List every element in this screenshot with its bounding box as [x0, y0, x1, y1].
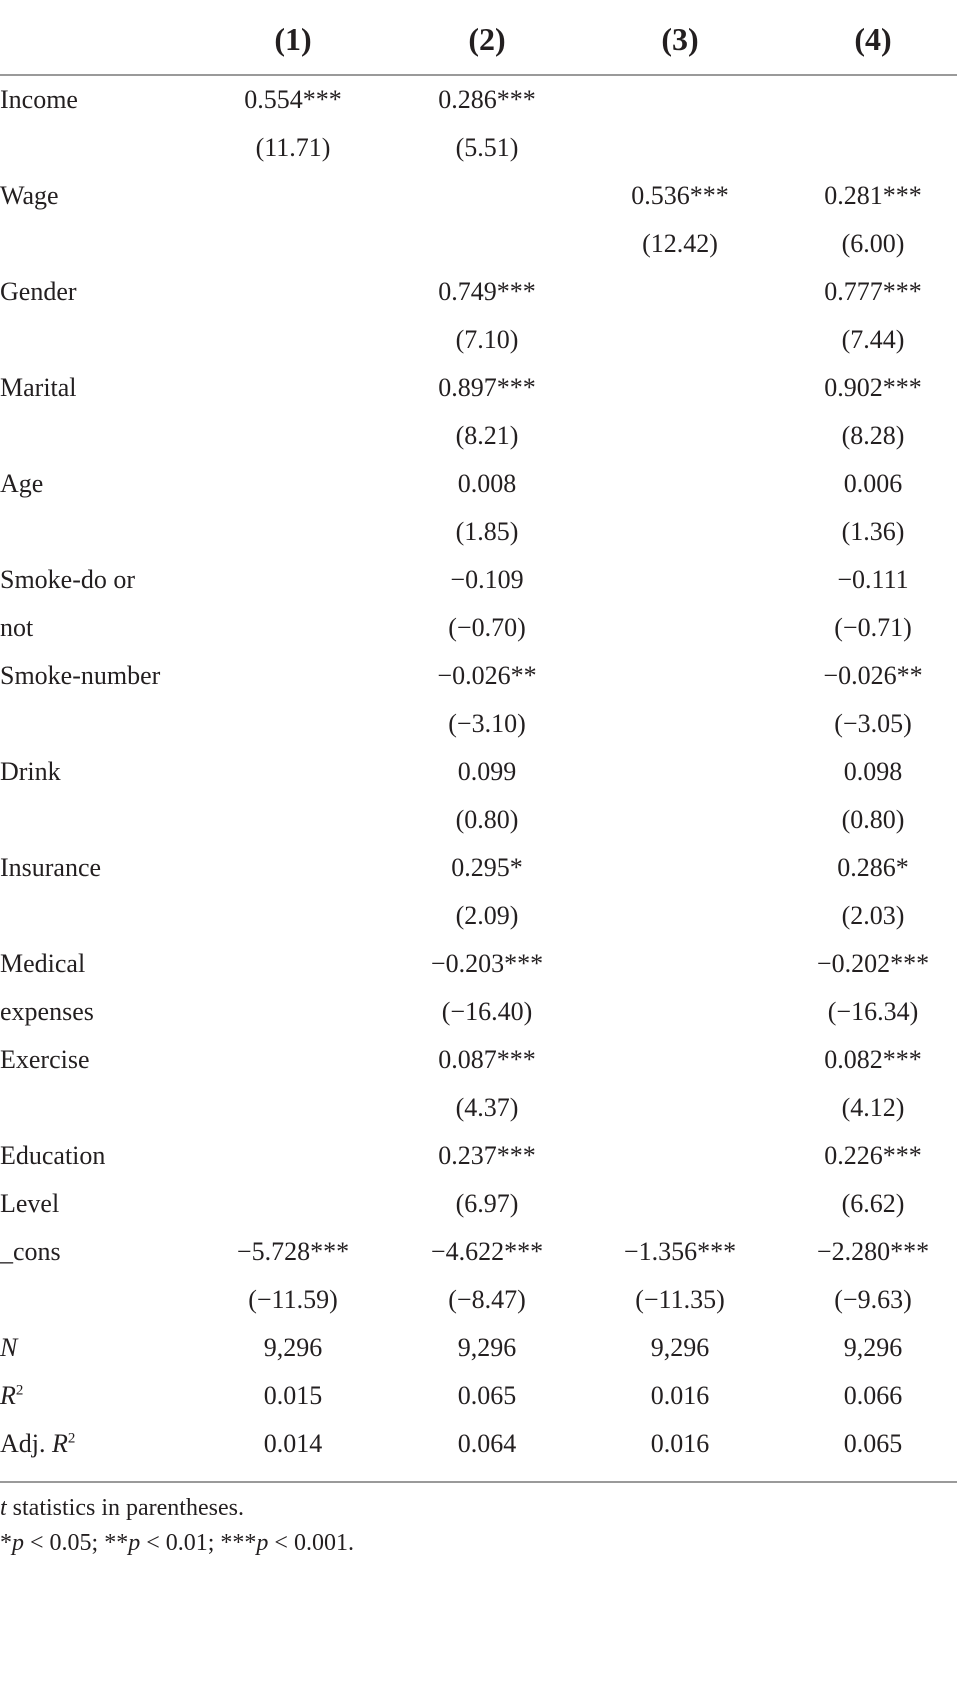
- table-row: [0, 1130, 957, 1182]
- cell-col-4: (−0.71): [834, 613, 912, 642]
- cell-col-4: −0.202***: [816, 949, 930, 978]
- stat-cell-col-1: 0.015: [263, 1381, 323, 1410]
- table-row: [0, 986, 957, 1038]
- cell-col-4: 0.286*: [837, 853, 909, 882]
- cell-col-3: −1.356***: [623, 1237, 737, 1266]
- row-label: Smoke-number: [0, 661, 161, 690]
- cell-col-2: 0.008: [457, 469, 517, 498]
- stat-cell-col-3: 0.016: [650, 1429, 710, 1458]
- cell-col-4: (7.44): [841, 325, 905, 354]
- cell-col-2: (1.85): [455, 517, 519, 546]
- stat-cell-col-1: 9,296: [263, 1333, 323, 1362]
- bottom-rule: [0, 1481, 957, 1483]
- stat-label-symbol: R: [52, 1429, 68, 1458]
- cell-col-4: 0.902***: [824, 373, 922, 402]
- row-label: Gender: [0, 277, 77, 306]
- stat-row: [0, 1322, 957, 1374]
- cell-col-4: (−16.34): [827, 997, 919, 1026]
- row-label: _cons: [0, 1237, 61, 1266]
- cell-col-4: (1.36): [841, 517, 905, 546]
- cell-col-4: 0.098: [843, 757, 903, 786]
- table-row: [0, 746, 957, 798]
- cell-col-3: (12.42): [642, 229, 718, 258]
- cell-col-4: (−9.63): [834, 1285, 912, 1314]
- row-label: Insurance: [0, 853, 102, 882]
- stat-cell-col-4: 9,296: [843, 1333, 903, 1362]
- table-note-2: [0, 1527, 354, 1559]
- stat-cell-col-2: 0.064: [457, 1429, 517, 1458]
- cell-col-1: (11.71): [255, 133, 331, 162]
- note-p-3: p: [256, 1530, 269, 1556]
- cell-col-2: (8.21): [455, 421, 519, 450]
- row-label: Smoke-do or: [0, 565, 136, 594]
- table-row: [0, 938, 957, 990]
- note-1-text: statistics in parentheses.: [6, 1495, 244, 1521]
- cell-col-3: (−11.35): [635, 1285, 725, 1314]
- table-row: [0, 266, 957, 318]
- cell-col-2: (−8.47): [448, 1285, 526, 1314]
- stat-label-superscript: 2: [67, 1430, 76, 1447]
- table-header-row: [0, 13, 957, 65]
- row-label: Medical: [0, 949, 86, 978]
- table-row: [0, 602, 957, 654]
- cell-col-2: −4.622***: [430, 1237, 544, 1266]
- note-p-1: p: [12, 1530, 24, 1556]
- table-row: [0, 1226, 957, 1278]
- header-col-1: (1): [274, 21, 312, 57]
- cell-col-2: 0.897***: [438, 373, 536, 402]
- cell-col-2: (5.51): [455, 133, 519, 162]
- row-label: Exercise: [0, 1045, 90, 1074]
- cell-col-2: (6.97): [455, 1189, 519, 1218]
- cell-col-2: (2.09): [455, 901, 519, 930]
- stat-label-symbol: N: [0, 1333, 18, 1362]
- stat-cell-col-1: 0.014: [263, 1429, 323, 1458]
- row-label: Wage: [0, 181, 59, 210]
- cell-col-4: (0.80): [841, 805, 905, 834]
- stat-row: [0, 1370, 957, 1422]
- note-threshold-3: < 0.001.: [268, 1530, 354, 1556]
- table-row: [0, 698, 957, 750]
- note-threshold-1: < 0.05; **: [24, 1530, 129, 1556]
- cell-col-4: (4.12): [841, 1093, 905, 1122]
- table-row: [0, 842, 957, 894]
- note-threshold-2: < 0.01; ***: [140, 1530, 257, 1556]
- cell-col-4: 0.226***: [824, 1141, 922, 1170]
- cell-col-1: −5.728***: [236, 1237, 350, 1266]
- cell-col-4: −0.026**: [823, 661, 923, 690]
- row-label: Age: [0, 469, 44, 498]
- cell-col-2: (−0.70): [448, 613, 526, 642]
- note-star-1: *: [0, 1530, 12, 1556]
- cell-col-2: (7.10): [455, 325, 519, 354]
- cell-col-2: −0.109: [450, 565, 524, 594]
- table-row: [0, 170, 957, 222]
- cell-col-4: 0.777***: [824, 277, 922, 306]
- row-label: not: [0, 613, 34, 642]
- stat-label: [0, 1322, 200, 1374]
- cell-col-4: −2.280***: [816, 1237, 930, 1266]
- cell-col-4: (6.62): [841, 1189, 905, 1218]
- table-row: [0, 1082, 957, 1134]
- cell-col-2: 0.295*: [451, 853, 523, 882]
- stat-label: [0, 1418, 200, 1470]
- table-row: [0, 554, 957, 606]
- cell-col-2: 0.749***: [438, 277, 536, 306]
- stat-cell-col-4: 0.066: [843, 1381, 903, 1410]
- header-col-4: (4): [854, 21, 892, 57]
- table-row: [0, 1034, 957, 1086]
- cell-col-1: 0.554***: [244, 85, 342, 114]
- cell-col-2: 0.099: [457, 757, 517, 786]
- header-col-3: (3): [661, 21, 699, 57]
- table-row: [0, 314, 957, 366]
- cell-col-2: (0.80): [455, 805, 519, 834]
- cell-col-2: (−16.40): [441, 997, 533, 1026]
- stat-label-superscript: 2: [15, 1382, 24, 1399]
- cell-col-4: (−3.05): [834, 709, 912, 738]
- stat-cell-col-2: 0.065: [457, 1381, 517, 1410]
- row-label: Income: [0, 85, 78, 114]
- stat-cell-col-3: 9,296: [650, 1333, 710, 1362]
- row-label: expenses: [0, 997, 94, 1026]
- row-label: Drink: [0, 757, 61, 786]
- cell-col-2: (4.37): [455, 1093, 519, 1122]
- cell-col-4: 0.082***: [824, 1045, 922, 1074]
- stat-cell-col-4: 0.065: [843, 1429, 903, 1458]
- cell-col-4: −0.111: [837, 565, 909, 594]
- stat-cell-col-3: 0.016: [650, 1381, 710, 1410]
- table-row: [0, 1274, 957, 1326]
- cell-col-4: 0.006: [843, 469, 903, 498]
- table-row: [0, 122, 957, 174]
- cell-col-1: (−11.59): [248, 1285, 338, 1314]
- table-row: [0, 458, 957, 510]
- row-label: Level: [0, 1189, 60, 1218]
- cell-col-4: (2.03): [841, 901, 905, 930]
- stat-row: [0, 1418, 957, 1470]
- cell-col-2: 0.286***: [438, 85, 536, 114]
- note-p-2: p: [128, 1530, 141, 1556]
- cell-col-2: −0.026**: [437, 661, 537, 690]
- stat-label: [0, 1370, 200, 1422]
- cell-col-4: (8.28): [841, 421, 905, 450]
- stat-label-symbol: R: [0, 1381, 16, 1410]
- table-row: [0, 218, 957, 270]
- table-row: [0, 410, 957, 462]
- cell-col-4: (6.00): [841, 229, 905, 258]
- cell-col-2: (−3.10): [448, 709, 526, 738]
- table-row: [0, 1178, 957, 1230]
- row-label: Education: [0, 1141, 106, 1170]
- cell-col-3: 0.536***: [631, 181, 729, 210]
- stat-cell-col-2: 9,296: [457, 1333, 517, 1362]
- table-row: [0, 362, 957, 414]
- cell-col-4: 0.281***: [824, 181, 922, 210]
- header-col-2: (2): [468, 21, 506, 57]
- stat-label-prefix: Adj.: [0, 1429, 52, 1458]
- note-t-symbol: t: [0, 1495, 7, 1521]
- table-row: [0, 794, 957, 846]
- cell-col-2: 0.237***: [438, 1141, 536, 1170]
- table-note-1: [0, 1492, 244, 1524]
- table-row: [0, 650, 957, 702]
- table-row: [0, 890, 957, 942]
- cell-col-2: −0.203***: [430, 949, 544, 978]
- table-row: [0, 506, 957, 558]
- row-label: Marital: [0, 373, 77, 402]
- table-row: [0, 74, 957, 126]
- cell-col-2: 0.087***: [438, 1045, 536, 1074]
